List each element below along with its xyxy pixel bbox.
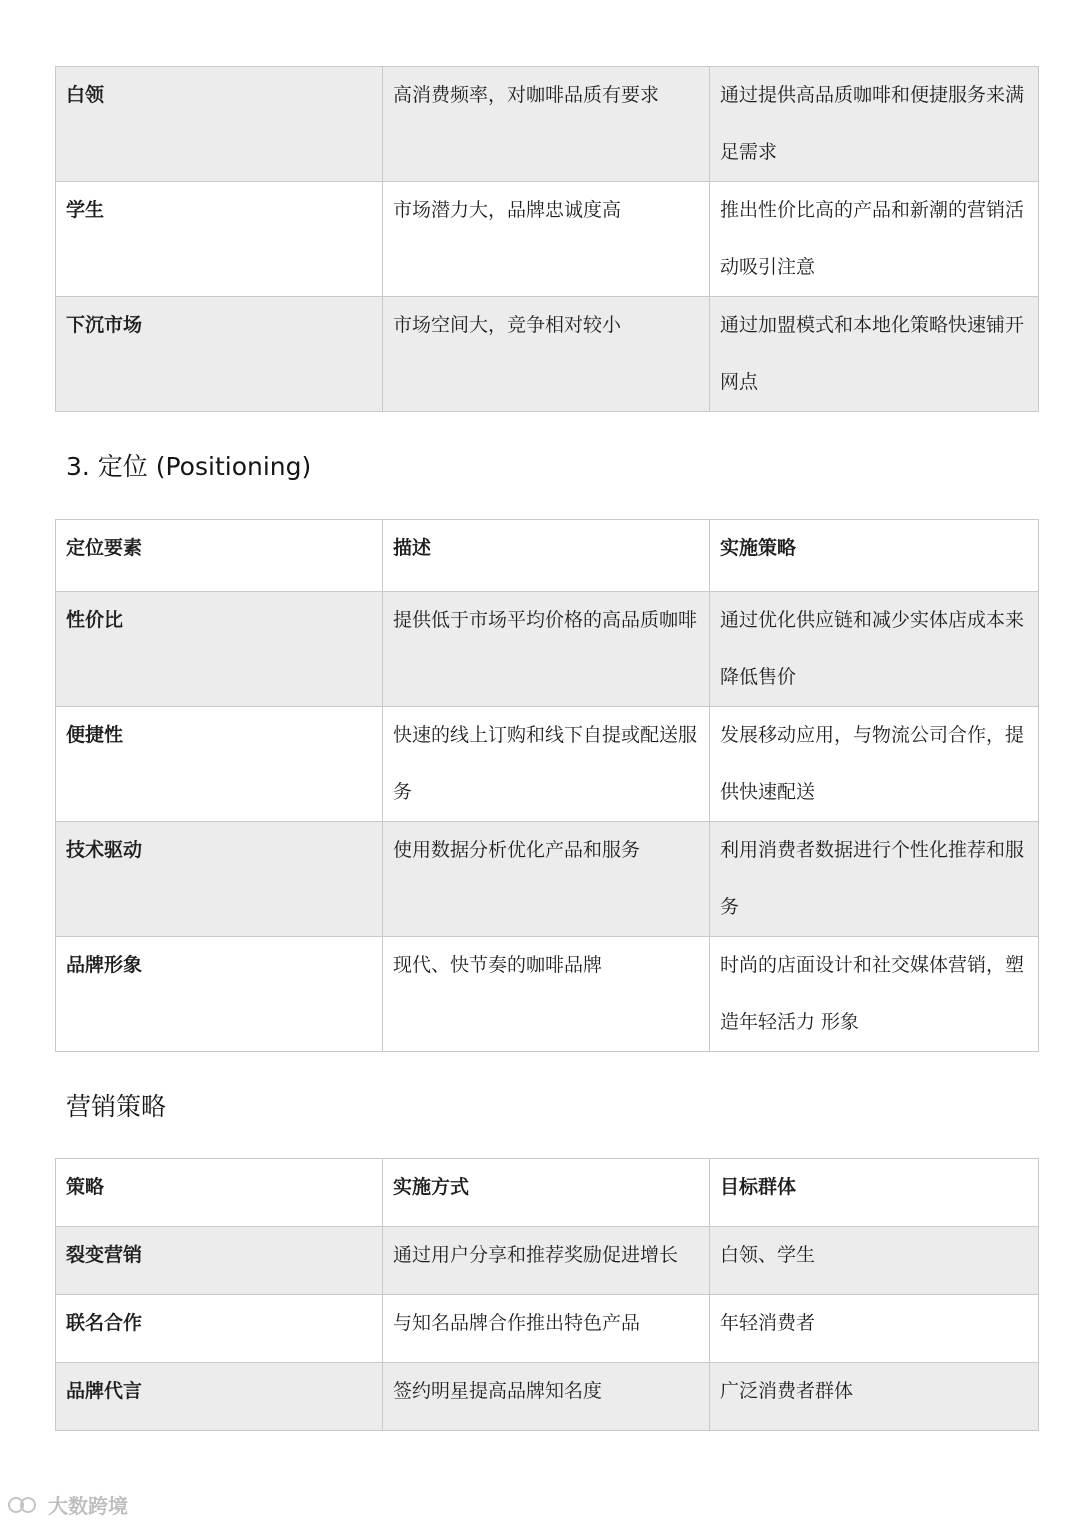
segment-strategy: 通过提供高品质咖啡和便捷服务来满足需求 [720,84,1025,163]
table-row [56,822,1039,937]
positioning-heading: 3. 定位 (Positioning) [66,452,312,481]
marketing-strategy: 裂变营销 [66,1244,143,1266]
positioning-description: 使用数据分析优化产品和服务 [393,839,641,861]
table-row [56,707,1039,822]
table-row [56,592,1039,707]
column-header: 实施策略 [720,537,797,559]
table-header-row [56,1159,1039,1227]
table-row [56,1227,1039,1295]
positioning-table [55,519,1039,1052]
segment-strategy: 推出性价比高的产品和新潮的营销活动吸引注意 [720,199,1025,278]
segment-name: 下沉市场 [66,314,143,336]
marketing-method: 签约明星提高品牌知名度 [393,1380,603,1402]
column-header: 目标群体 [720,1176,797,1198]
table-row [56,1363,1039,1431]
marketing-heading: 营销策略 [66,1092,167,1121]
column-header: 描述 [393,537,432,559]
marketing-table [55,1158,1039,1431]
segment-name: 白领 [66,84,105,106]
table-row [56,1295,1039,1363]
watermark [8,1490,128,1519]
column-header: 定位要素 [66,537,143,559]
marketing-target: 广泛消费者群体 [720,1380,854,1402]
table-row [56,182,1039,297]
marketing-method: 与知名品牌合作推出特色产品 [393,1312,641,1334]
segment-feature: 市场潜力大，品牌忠诚度高 [393,199,622,221]
marketing-target: 白领、学生 [720,1244,816,1266]
positioning-strategy: 利用消费者数据进行个性化推荐和服务 [720,839,1025,918]
table-row [56,937,1039,1052]
segment-strategy: 通过加盟模式和本地化策略快速铺开网点 [720,314,1025,393]
watermark-text: 大数跨境 [48,1494,128,1518]
positioning-element: 性价比 [66,609,124,631]
marketing-strategy: 品牌代言 [66,1380,143,1402]
column-header: 实施方式 [393,1176,470,1198]
segment-feature: 市场空间大，竞争相对较小 [393,314,622,336]
positioning-description: 快速的线上订购和线下自提或配送服务 [393,724,698,803]
segment-table [55,66,1039,412]
positioning-element: 技术驱动 [66,839,143,861]
table-row [56,67,1039,182]
positioning-strategy: 时尚的店面设计和社交媒体营销，塑造年轻活力 形象 [720,954,1025,1033]
marketing-strategy: 联名合作 [66,1312,143,1334]
marketing-target: 年轻消费者 [720,1312,816,1334]
positioning-description: 现代、快节奏的咖啡品牌 [393,954,603,976]
table-row [56,297,1039,412]
positioning-strategy: 通过优化供应链和减少实体店成本来降低售价 [720,609,1025,688]
table-header-row [56,520,1039,592]
positioning-element: 便捷性 [66,724,124,746]
marketing-method: 通过用户分享和推荐奖励促进增长 [393,1244,679,1266]
column-header: 策略 [66,1176,105,1198]
segment-name: 学生 [66,199,105,221]
double-circle-logo-icon [8,1494,42,1516]
positioning-element: 品牌形象 [66,954,143,976]
positioning-description: 提供低于市场平均价格的高品质咖啡 [393,609,698,631]
segment-feature: 高消费频率，对咖啡品质有要求 [393,84,660,106]
positioning-strategy: 发展移动应用，与物流公司合作，提供快速配送 [720,724,1025,803]
